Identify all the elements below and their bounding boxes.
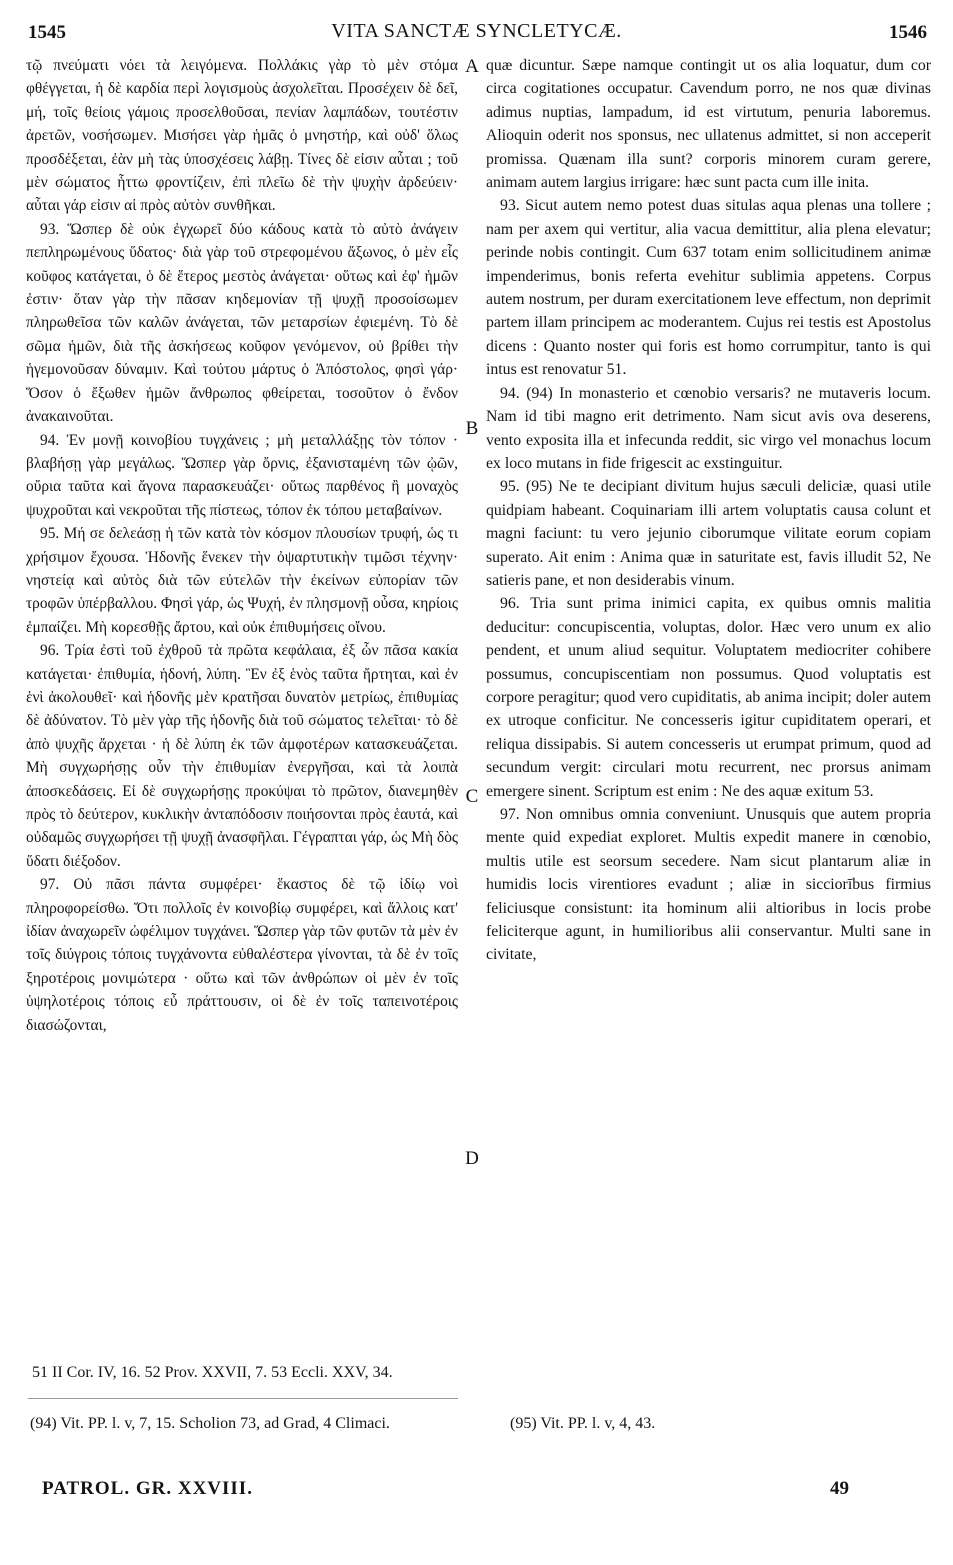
greek-paragraph-intro: τῷ πνεύματι νόει τὰ λειγόμενα. Πολλάκις γὰρ τὸ μὲν στόμα φθέγγεται, ἡ δὲ καρδία περὶ λογισμοὺς ἀσχολεῖται. Προσέχειν δὲ δεῖ, μή, τοῖς θείοις γάμοις προσελθοῦσαι, πενίαν λαμπάδων, τουτέστιν ἀρετῶν, νοσήσωμεν. Μισήσει γὰρ ἡμᾶς ὁ μνηστήρ, καὶ οὐδ' ὅλως προσδέξεται, ἐὰν μὴ τὰς ὑποσχέσεις λάβῃ. Τίνες δὲ εἰσιν αὗται ; τοῦ μὲν σώματος ἧττω φροντίζειν, ἐπὶ πλεῖω δὲ τὴν ψυχὴν ἀρδεύειν· αὗται γάρ εἰσιν αἱ πρὸς αὐτὸν συνθῆκαι. (26, 57, 458, 215)
latin-paragraph-97: 97. Non omnibus omnia conveniunt. Unusquis que autem propria mente quid expediat exploret. Multis expedit manere in cœnobio, multis utile est seorsum secedere. Nam sicut plantarum aliæ in humidis locis virentiores evadunt ; aliæ in sicciorībus firmius feliciusque consistunt: ita hominum alii altioribus in locis probe feliciterque agunt, in humilioribus alii conservantur. Multi sane in civitate, (486, 806, 931, 964)
margin-marker-a: A (465, 56, 479, 77)
margin-marker-b: B (465, 418, 479, 439)
greek-paragraph-97: 97. Οὐ πᾶσι πάντα συμφέρει· ἕκαστος δὲ τῷ ἰδίῳ νοὶ πληροφορείσθω. Ὅτι πολλοῖς ἐν κοινοβίῳ συμφέρει, καὶ ἄλλοις κατ' ἰδίαν ἀναχωρεῖν ὠφέλιμον τυγχάνει. Ὥσπερ γὰρ τῶν φυτῶν τὰ μὲν ἐν τοῖς διύγροις τόποις τυγχάνοντα εὐθαλέστερα γίνονται, τὰ δὲ ἐν τοῖς ξηροτέροις μονιμώτερα · οὕτω καὶ τῶν ἀνθρώπων οἱ μὲν ἐν τοῖς ὑψηλοτέροις τόποις εὖ πράττουσιν, οἱ δὲ ἐν τοῖς ταπεινοτέροις διασώζονται, (26, 876, 458, 1034)
greek-paragraph-96: 96. Τρία ἐστὶ τοῦ ἐχθροῦ τὰ πρῶτα κεφάλαια, ἐξ ὧν πᾶσα κακία κατάγεται· ἐπιθυμία, ἡδονή, λύπη. Ἓν ἐξ ἑνὸς ταῦτα ἤρτηται, καὶ ἐν ἑνὶ ἀκολουθεῖ· καὶ ἡδονῆς μὲν κρατῆσαι δυνατὸν μετρίως, ἐπιθυμίας δὲ ἀδύνατον. Τὸ μὲν γὰρ τῆς ἡδονῆς διὰ τοῦ σώματος τελεῖται· τὸ δὲ ἀπὸ ψυχῆς ἄρχεται · ἡ δὲ λύπη ἐκ τῶν ἀμφοτέρων κατασκευάζεται. Μὴ συγχωρήσῃς οὖν τὴν ἐπιθυμίαν ἐνεργῆσαι, καὶ τὰ λοιπὰ ἀποσκεδάσεις. Εἰ δὲ συγχωρήσῃς προκύψαι τὸ πρῶτον, διανεμηθὲν πρὸς τὸ δεύτερον, κυκλικὴν ἀνταπόδοσιν ποιήσονται πρὸς ἑαυτά, καὶ οὐδαμῶς συγχωρήσει τῇ ψυχῇ ἀνασφῆλαι. Γέγραπται γάρ, ὡς Μὴ δὸς ὕδατι διέξοδον. (26, 642, 458, 870)
margin-marker-d: D (465, 1148, 479, 1169)
latin-paragraph-intro: quæ dicuntur. Sæpe namque contingit ut os alia loquatur, dum cor circa cogitationes occupatur. Cavendum porro, ne nos quæ divinas adimus nuptias, lampadum, id est virtutum, penuria laboremus. Alioquin oderit nos sponsus, nec ullatenus admittet, si non acceperit promissa. Quænam illa sunt? corporis minorem curam gerere, animam autem largius irrigare: hæc sunt pacta cum ille inita. (486, 57, 931, 192)
latin-paragraph-94: 94. (94) In monasterio et cœnobio versaris? ne mutaveris locum. Nam id tibi magno erit detrimento. Nam sicut avis ova deserens, vento exposita illa et infecunda reddit, sic virgo vel monachus locum ex loco mutans in fide frigescit ac exstinguitur. (486, 384, 931, 472)
note-94: (94) Vit. PP. l. v, 7, 15. Scholion 73, ad Grad, 4 Climaci. (30, 1415, 390, 1432)
right-page-number: 1546 (889, 22, 927, 43)
footnote-divider (28, 1398, 458, 1399)
note-95: (95) Vit. PP. l. v, 4, 43. (510, 1415, 656, 1432)
footer-volume: PATROL. GR. XXVIII. (42, 1478, 253, 1499)
greek-column (26, 54, 458, 1344)
latin-column (486, 54, 931, 1344)
scripture-footnotes: 51 II Cor. IV, 16. 52 Prov. XXVII, 7. 53 Eccli. XXV, 34. (32, 1364, 393, 1381)
greek-paragraph-95: 95. Μή σε δελεάσῃ ἡ τῶν κατὰ τὸν κόσμον πλουσίων τρυφή, ὡς τι χρήσιμον ἔχουσα. Ἡδονῆς ἕνεκεν τὴν ὀψαρτυτικὴν τιμῶσι τέχνην· νηστείᾳ καὶ αὐτὸς διὰ τῶν εὐτελῶν τὴν ἐκείνων εὐπορίαν τῶν τροφῶν ὑπέρβαλλου. Φησὶ γάρ, ὡς Ψυχή, ἐν πλησμονῇ οὖσα, κηρίοις ἐμπαίζει. Μὴ κορεσθῇς ἄρτου, καὶ οὐκ ἐπιθυμήσεις οἴνου. (26, 525, 458, 636)
footer-signature: 49 (830, 1478, 849, 1499)
latin-paragraph-95: 95. (95) Ne te decipiant divitum hujus sæculi deliciæ, quasi utile quidpiam habeant. Coquinariam illi artem voluptatis causa colunt et magni faciunt: tu vero jejunio ciborumque vilitate eorum copiam superato. Ait enim : Anima quæ in saturitate est, favis illudit 52, Ne satieris pane, et non desiderabis vinum. (486, 478, 931, 589)
greek-paragraph-94: 94. Ἐν μονῇ κοινοβίου τυγχάνεις ; μὴ μεταλλάξῃς τὸν τόπον · βλαβήσῃ γὰρ μεγάλως. Ὥσπερ γὰρ ὄρνις, ἐξανισταμένη τῶν ᾠῶν, οὔρια ταῦτα καὶ ἄγονα παρασκευάζει· οὕτως παρθένος ἢ μοναχὸς ψυχροῦται καὶ νεκροῦται τῆς πίστεως, τόπον ἐκ τόπου μεταβαίνων. (26, 431, 458, 519)
left-page-number: 1545 (28, 22, 66, 43)
latin-paragraph-93: 93. Sicut autem nemo potest duas situlas aqua plenas una tollere ; nam per axem qui vertitur, alia vacua demittitur, alia plena elevatur; perinde nobis contingit. Cum 637 totam enim sollicitudinem animæ impenderimus, bonis referta evehitur sublimia appetens. Corpus autem nostrum, per duram exercitationem leve effectum, non deprimit partem illam principem ac moderantem. Cujus rei testis est Apostolus dicens : Quanto noster qui foris est homo corrumpitur, tanto is qui intus est renovatur 51. (486, 197, 931, 379)
margin-marker-c: C (465, 786, 479, 807)
latin-paragraph-96: 96. Tria sunt prima inimici capita, ex quibus omnis malitia deducitur: concupiscentia, voluptas, dolor. Hæc vero unum ex alio pendent, et unum aliud sequitur. Voluptatem mediocriter cohibere possumus, concupiscentiam non possumus. Quod voluptatis est corpore peragitur; quod vero cupiditatis, ab anima incipit; doler autem ex utroque conficitur. Ne concesseris igitur cupiditatem operari, et reliqua dissipabis. Si autem concesseris ut erumpat primum, quod ad secundum vergit: circulari motu recurrent, nec prorsus animam emergere sinent. Scriptum est enim : Ne des aquæ exitum 53. (486, 595, 931, 800)
running-title: VITA SANCTÆ SYNCLETYCÆ. (331, 20, 622, 42)
greek-paragraph-93: 93. Ὥσπερ δὲ οὐκ ἐγχωρεῖ δύο κάδους κατὰ τὸ αὐτὸ ἀνάγειν πεπληρωμένους ὕδατος· διὰ γὰρ τοῦ στρεφομένου ἄξωνος, ὁ μὲν εἷς κοῦφος κατάγεται, ὁ δὲ ἕτερος μεστὸς ἀνάγεται· οὕτως καὶ ἐφ' ἡμῶν ἐστιν· ὅταν γὰρ τὴν πᾶσαν κηδεμονίαν τῇ ψυχῇ προσοίσωμεν πληρωθεῖσα τῶν καλῶν ἀνάγεται, τῶν μεταρσίων ἐφιεμένη. Τὸ δὲ σῶμα ἡμῶν, διὰ τῆς ἀσκήσεως κοῦφον γενόμενον, οὐ βρίθει τὴν ἡγεμονοῦσαν δύναμιν. Καὶ τούτου μάρτυς ὁ Ἀπόστολος, φησὶ γάρ· Ὅσον ὁ ἔξωθεν ἡμῶν ἄνθρωπος φθείρεται, τοσοῦτον ὁ ἔνδον ἀνακαινοῦται. (26, 220, 458, 426)
